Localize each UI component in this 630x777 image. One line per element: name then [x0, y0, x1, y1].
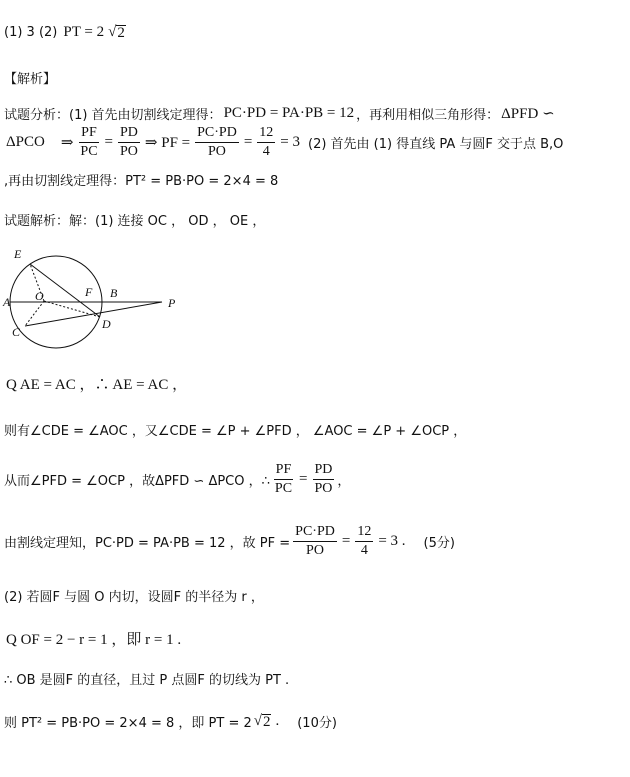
solution-step-7: ∴ OB 是圆F 的直径，且过 P 点圆F 的切线为 PT .	[4, 673, 290, 688]
frac-denominator: PO	[208, 144, 226, 159]
step-3-frac-pf-pc	[273, 462, 294, 497]
answer-line	[4, 24, 128, 41]
solution-step-2: 则有∠CDE = ∠AOC ，又∠CDE = ∠P + ∠PFD ， ∠AOC = ∠P + ∠OCP ，	[4, 424, 467, 439]
frac-denominator: PO	[120, 144, 138, 159]
frac-numerator: PC·PD	[293, 524, 337, 542]
analysis-arrow-1: ⇒	[60, 135, 74, 151]
step-6-text: Q OF = 2 − r = 1 ，即 r = 1 .	[6, 632, 182, 648]
solution-intro: 试题解析：解：(1) 连接 OC ， OD ， OE ，	[4, 214, 266, 229]
analysis-eq-sign: =	[104, 134, 113, 150]
step-3-frac-pd-po	[313, 462, 335, 497]
step-8-text: 则 PT² = PB·PO = 2×4 = 8 ，即 PT = 2	[4, 716, 252, 731]
step-3-eq: =	[299, 471, 308, 487]
label-e: E	[14, 247, 22, 261]
geometry-diagram	[0, 244, 200, 354]
step-1-text: Q AE = AC ，∴ AE = AC ，	[6, 377, 188, 393]
analysis-frac-pf-pc	[78, 125, 99, 160]
answer-sqrt: √ 2	[108, 24, 125, 41]
analysis-eq-sign-2: =	[243, 134, 253, 150]
frac-numerator: PF	[79, 125, 99, 143]
step-8-sqrt: √ 2	[253, 713, 271, 730]
solution-step-6	[4, 628, 183, 649]
step-3-end: ，	[337, 474, 351, 489]
label-f: F	[85, 285, 93, 299]
analysis-sim: ΔPFD ∽	[501, 106, 555, 122]
frac-numerator: 12	[355, 524, 373, 542]
step-4-frac-12-4	[355, 524, 373, 559]
step-8-end: .	[275, 713, 280, 729]
step-8-score: (10分)	[297, 716, 337, 731]
analysis-eq1: PC·PD = PA·PB = 12	[223, 105, 355, 121]
segment-od	[44, 301, 100, 317]
analysis-mid: ，再利用相似三角形得：	[356, 108, 500, 123]
label-o: O	[35, 289, 44, 303]
frac-denominator: 4	[262, 144, 270, 159]
analysis-frac-12-4	[257, 125, 275, 160]
frac-denominator: PC	[80, 144, 98, 159]
analysis-line-3: ,再由切割线定理得：PT² = PB·PO = 2×4 = 8	[4, 174, 279, 189]
analysis-frac-pcpd-po	[195, 125, 239, 160]
solution-step-3	[4, 462, 350, 497]
answer-parts: (1) 3 (2)	[4, 25, 58, 40]
label-c: C	[12, 325, 21, 339]
frac-denominator: 4	[360, 543, 368, 558]
label-a: A	[3, 295, 11, 309]
analysis-arrow-2: ⇒ PF =	[144, 135, 191, 151]
frac-denominator: PO	[314, 481, 333, 496]
step-4-text: 由割线定理知，PC·PD = PA·PB = 12 ，故 PF =	[4, 536, 291, 551]
analysis-prefix: 试题分析：(1) 首先由切割线定理得：	[4, 108, 222, 123]
step-8-sqrt-radicand: 2	[262, 714, 271, 730]
solution-step-8	[4, 712, 337, 731]
label-b: B	[110, 286, 118, 300]
line-cp	[25, 302, 162, 326]
step-4-eq: =	[341, 533, 351, 549]
analysis-pco: ΔPCO	[6, 134, 45, 150]
label-d: D	[102, 317, 111, 331]
analysis-result: = 3	[280, 134, 300, 150]
solution-step-4	[4, 524, 455, 559]
step-4-frac-pcpd-po	[293, 524, 337, 559]
frac-numerator: 12	[257, 125, 275, 143]
analysis-title: 【解析】	[4, 72, 57, 87]
frac-denominator: PC	[274, 481, 293, 496]
answer-formula: PT = 2	[63, 24, 105, 40]
analysis-part2: (2) 首先由 (1) 得直线 PA 与圆F 交于点 B,O	[308, 137, 564, 152]
segment-oc	[25, 301, 44, 326]
answer-sqrt-radicand: 2	[117, 25, 125, 41]
frac-numerator: PD	[313, 462, 335, 480]
solution-step-5: (2) 若圆F 与圆 O 内切，设圆F 的半径为 r ，	[4, 590, 264, 605]
step-3-text: 从而∠PFD = ∠OCP ，故ΔPFD ∽ ΔPCO ，∴	[4, 474, 270, 489]
analysis-frac-pd-po	[118, 125, 140, 160]
frac-numerator: PC·PD	[195, 125, 239, 143]
frac-numerator: PF	[274, 462, 294, 480]
analysis-line-1	[4, 104, 557, 123]
step-4-score: (5分)	[423, 536, 455, 551]
solution-step-1	[4, 373, 189, 394]
analysis-line-2	[4, 125, 563, 160]
frac-numerator: PD	[118, 125, 140, 143]
label-p: P	[168, 296, 176, 310]
frac-denominator: PO	[306, 543, 324, 558]
step-4-end: = 3 .	[378, 533, 406, 549]
